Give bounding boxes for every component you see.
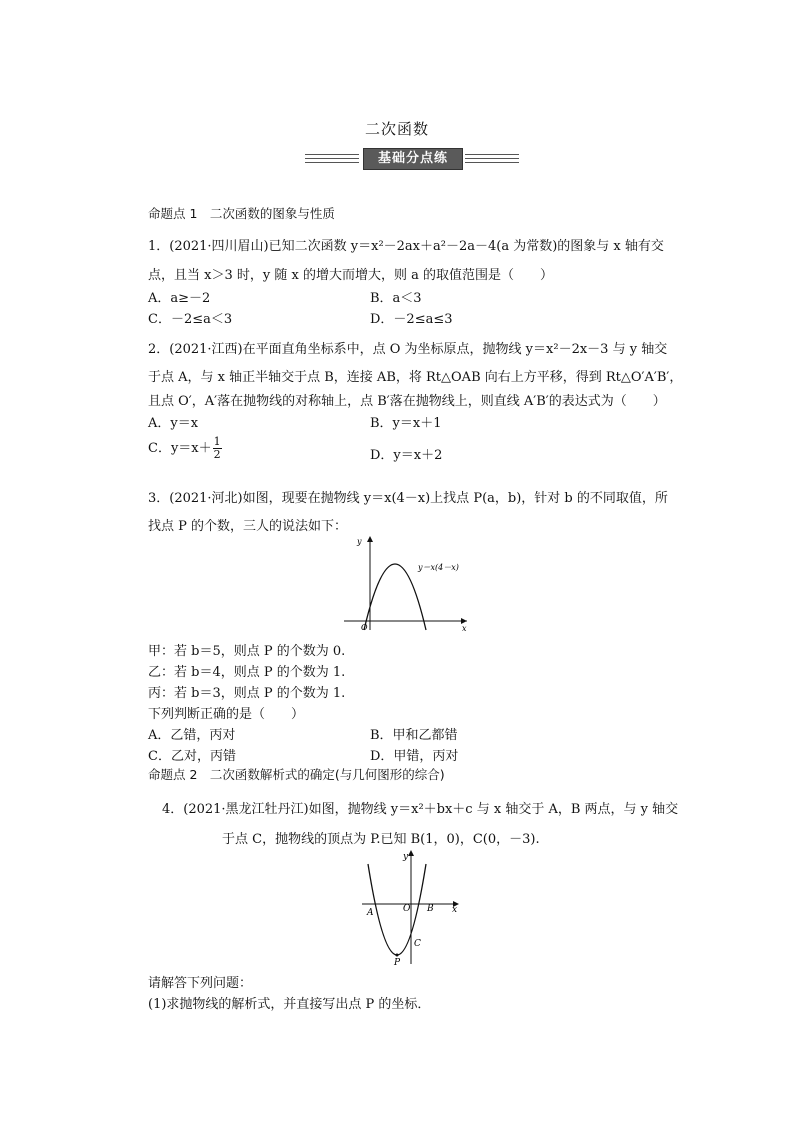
q3-statement-2: 乙：若 b＝4，则点 P 的个数为 1. bbox=[148, 665, 346, 680]
point-a-label: A bbox=[367, 908, 374, 918]
fraction-denominator: 2 bbox=[213, 448, 221, 461]
origin-label: O bbox=[403, 904, 411, 914]
q3-option-a: A．乙错，丙对 bbox=[148, 728, 236, 743]
q1-option-d: D．－2≤a≤3 bbox=[370, 312, 453, 327]
x-label: x bbox=[462, 624, 467, 632]
q3-parabola-figure bbox=[340, 532, 475, 632]
q4-line2: 于点 C，抛物线的顶点为 P.已知 B(1，0)，C(0，－3). bbox=[222, 832, 540, 847]
q4-parabola-figure bbox=[360, 848, 465, 966]
y-axis-arrow bbox=[367, 536, 373, 542]
q4-ask: 请解答下列问题： bbox=[148, 976, 253, 991]
q2-option-d: D．y＝x＋2 bbox=[370, 448, 443, 463]
q3-option-d: D．甲错，丙对 bbox=[370, 749, 459, 764]
q1-option-b: B．a＜3 bbox=[370, 291, 422, 306]
q3-line2: 找点 P 的个数，三人的说法如下： bbox=[148, 519, 348, 534]
section-heading-2: 命题点 2 二次函数解析式的确定(与几何图形的综合) bbox=[148, 767, 445, 782]
page-title: 二次函数 bbox=[364, 120, 429, 138]
q1-line2: 点，且当 x＞3 时，y 随 x 的增大而增大，则 a 的取值范围是（ ） bbox=[148, 268, 553, 283]
q3-option-b: B．甲和乙都错 bbox=[370, 728, 458, 743]
q4-subquestion-1: (1)求抛物线的解析式，并直接写出点 P 的坐标． bbox=[148, 997, 431, 1012]
q4-line1: 4．(2021·黑龙江牡丹江)如图，抛物线 y＝x²＋bx＋c 与 x 轴交于 A，B 两点，与 y 轴交 bbox=[162, 802, 679, 817]
q2-option-b: B．y＝x＋1 bbox=[370, 416, 442, 431]
q2-option-c-text: C．y＝x＋ bbox=[148, 441, 212, 456]
point-c-label: C bbox=[414, 939, 421, 949]
origin-label: O bbox=[361, 623, 368, 632]
curve-label: y＝x(4－x) bbox=[418, 563, 459, 572]
q2-line1: 2．(2021·江西)在平面直角坐标系中，点 O 为坐标原点，抛物线 y＝x²－2x－3 与 y 轴交 bbox=[148, 342, 668, 357]
fraction bbox=[213, 436, 222, 461]
q3-statement-3: 丙：若 b＝3，则点 P 的个数为 1. bbox=[148, 686, 346, 701]
x-label: x bbox=[452, 905, 458, 915]
vertex-p-label: P bbox=[394, 958, 401, 966]
q2-option-a: A．y＝x bbox=[148, 416, 199, 431]
q3-statement-1: 甲：若 b＝5，则点 P 的个数为 0. bbox=[148, 644, 346, 659]
q1-option-a: A．a≥－2 bbox=[148, 291, 211, 306]
parabola-curve bbox=[364, 564, 426, 630]
section-banner bbox=[305, 146, 519, 170]
y-label: y bbox=[357, 537, 362, 546]
q3-ask: 下列判断正确的是（ ） bbox=[148, 707, 305, 722]
point-b-label: B bbox=[427, 904, 434, 914]
vertex-point bbox=[396, 954, 399, 957]
banner-label: 基础分点练 bbox=[363, 148, 463, 170]
q1-option-c: C．－2≤a＜3 bbox=[148, 312, 233, 327]
q2-line3: 且点 O′，A′落在抛物线的对称轴上，点 B′落在抛物线上，则直线 A′B′的表达式为（ ） bbox=[148, 394, 666, 409]
q2-line2: 于点 A，与 x 轴正半轴交于点 B，连接 AB，将 Rt△OAB 向右上方平移，得到 Rt△O′A′B′， bbox=[148, 370, 683, 385]
q3-option-c: C．乙对，丙错 bbox=[148, 749, 236, 764]
y-axis-arrow bbox=[408, 850, 414, 856]
section-heading-1: 命题点 1 二次函数的图象与性质 bbox=[148, 206, 335, 221]
fraction-numerator: 1 bbox=[213, 435, 221, 448]
q3-line1: 3．(2021·河北)如图，现要在抛物线 y＝x(4－x)上找点 P(a，b)，针对 b 的不同取值，所 bbox=[148, 491, 668, 506]
y-label: y bbox=[403, 852, 409, 862]
q2-option-c bbox=[148, 436, 222, 461]
q1-line1: 1．(2021·四川眉山)已知二次函数 y＝x²－2ax＋a²－2a－4(a 为常数)的图象与 x 轴有交 bbox=[148, 239, 664, 254]
